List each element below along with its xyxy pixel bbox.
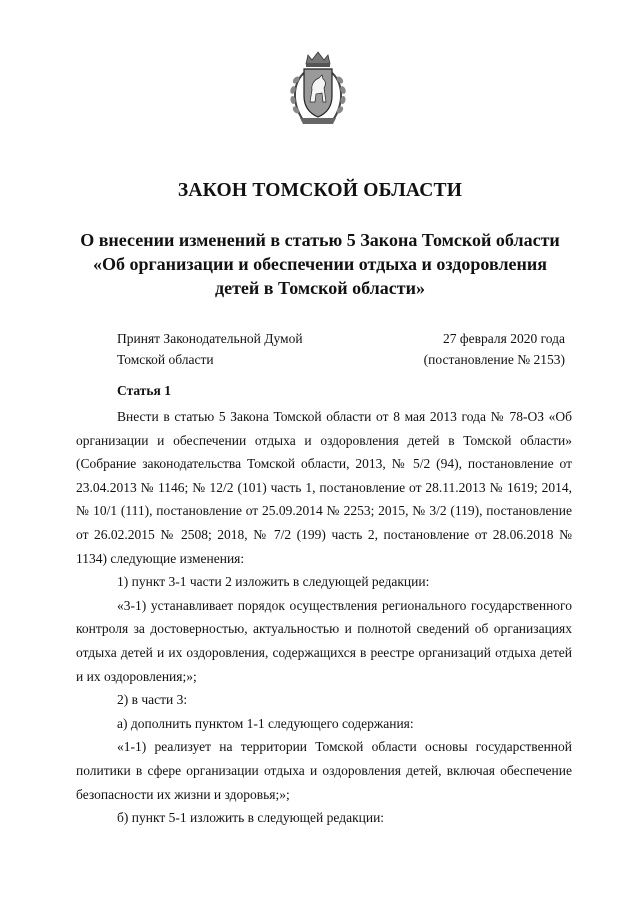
article-heading: Статья 1 (117, 383, 171, 398)
law-subtitle: О внесении изменений в статью 5 Закона Томской области «Об организации и обеспечении отдыха и оздоровления детей в Томской области» (80, 230, 560, 298)
adoption-date-line: 27 февраля 2020 года (443, 331, 565, 346)
law-title: ЗАКОН ТОМСКОЙ ОБЛАСТИ (177, 180, 463, 201)
adoption-resolution-line: (постановление № 2153) (423, 352, 565, 367)
article-body (76, 405, 572, 830)
paragraph: «1-1) реализует на территории Томской области основы государственной политики в сфере организации отдыха и оздоровления детей, включая обеспечение безопасности их жизни и здоровья;»; (76, 739, 572, 802)
paragraph: «3-1) устанавливает порядок осуществления регионального государственного контроля за достоверностью, актуальностью и полнотой сведений об организациях отдыха детей и их оздоровления, содержащихся в реестре организаций отдыха детей и их оздоровления;»; (76, 597, 572, 684)
paragraph: 1) пункт 3-1 части 2 изложить в следующей редакции: (117, 574, 430, 590)
adoption-body (117, 328, 303, 370)
tomsk-coat-of-arms-icon (287, 50, 349, 128)
adoption-body-line: Принят Законодательной Думой (117, 331, 303, 346)
paragraph: Внести в статью 5 Закона Томской области от 8 мая 2013 года № 78-ОЗ «Об организации и обеспечении отдыха и оздоровления детей в Томской области» (Собрание законодательства Томской области, 2013, № 5/2 (94), постановление от 23.04.2013 № 1146; № 12/2 (101) часть 1, постановление от 28.11.2013 № 1619; 2014, № 10/1 (111), постановление от 25.09.2014 № 2253; 2015, № 3/2 (119), постановление от 26.02.2015 № 2508; 2018, № 7/2 (199) часть 2, постановление от 28.06.2018 № 1134) следующие изменения: (76, 409, 572, 566)
paragraph: б) пункт 5-1 изложить в следующей редакции: (117, 810, 385, 826)
adoption-date (424, 328, 565, 370)
adoption-body-line: Томской области (117, 352, 214, 367)
paragraph: а) дополнить пунктом 1-1 следующего содержания: (117, 715, 414, 731)
paragraph: 2) в части 3: (117, 692, 188, 708)
